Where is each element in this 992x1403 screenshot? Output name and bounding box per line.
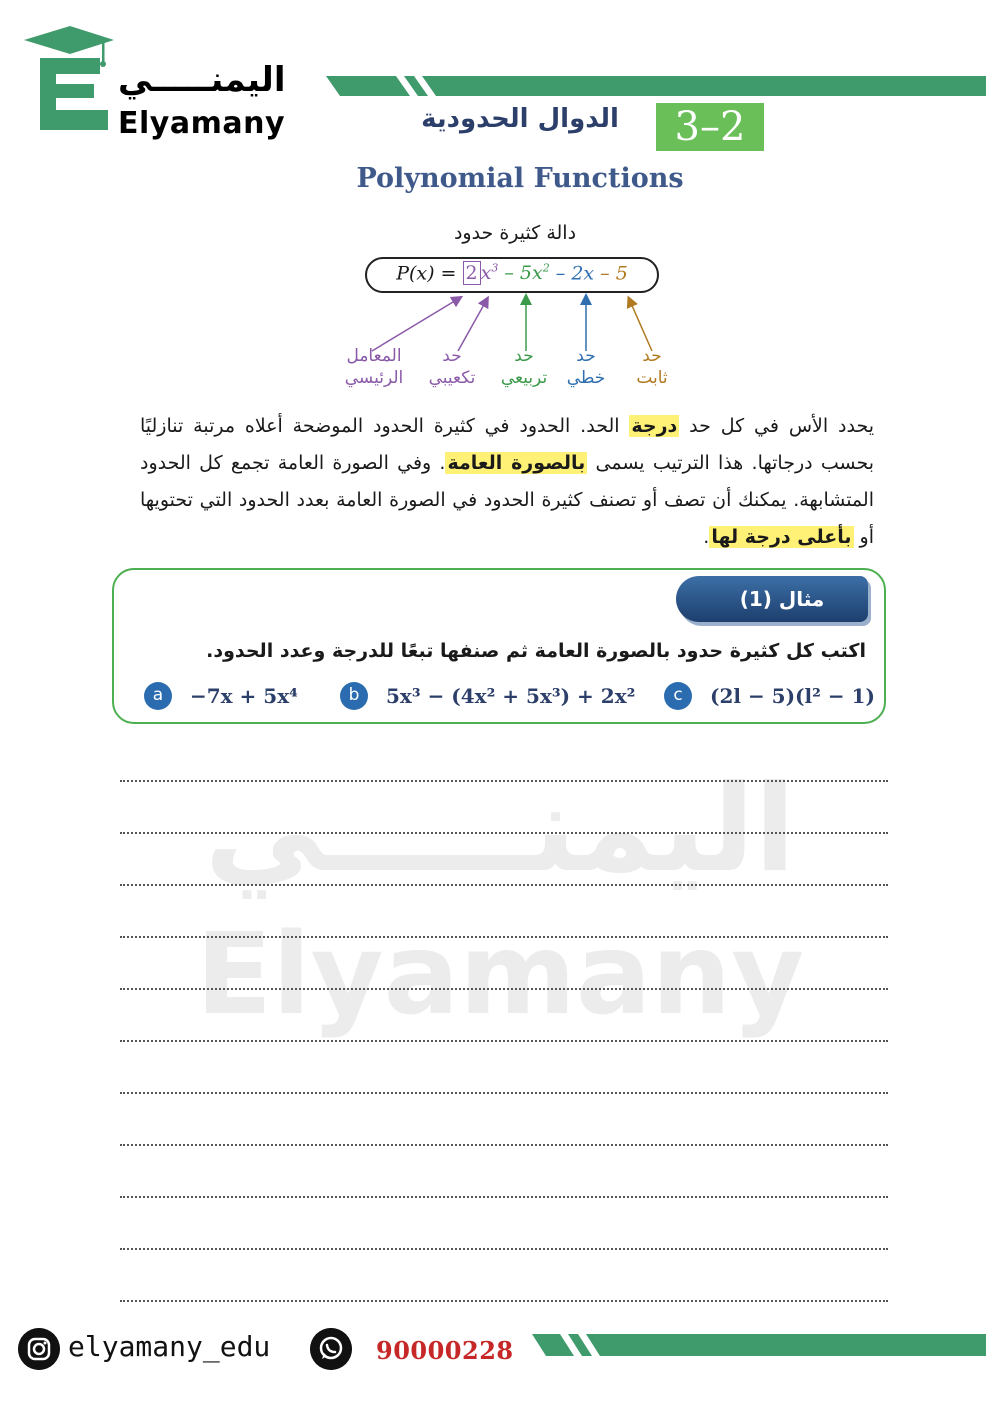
label-quadratic-term: حد تربيعي <box>500 346 548 388</box>
label-leading-coefficient: المعامل الرئيسي <box>344 346 404 388</box>
header-bar <box>326 76 986 96</box>
instagram-handle[interactable]: elyamany_edu <box>68 1330 271 1363</box>
answer-line[interactable] <box>120 1196 888 1198</box>
lesson-title-english: Polynomial Functions <box>356 163 684 194</box>
answer-line[interactable] <box>120 1144 888 1146</box>
label-constant-term: حد ثابت <box>636 346 668 388</box>
logo-arabic-text: اليمنـــــي <box>118 60 286 100</box>
lesson-title-arabic: الدوال الحدودية <box>421 104 619 134</box>
lesson-number: 3–2 <box>656 103 764 151</box>
answer-line[interactable] <box>120 1040 888 1042</box>
answer-line[interactable] <box>120 780 888 782</box>
phone-number[interactable]: 90000228 <box>376 1336 514 1365</box>
answer-line[interactable] <box>120 1248 888 1250</box>
graduation-cap-logo-icon <box>22 22 117 142</box>
label-linear-term: حد خطي <box>566 346 606 388</box>
answer-line[interactable] <box>120 832 888 834</box>
label-cubic-term: حد تكعيبي <box>428 346 476 388</box>
part-a-badge: a <box>144 682 172 710</box>
example-tag: مثال (1) <box>676 576 868 622</box>
part-c-badge: c <box>664 682 692 710</box>
part-a-expression: −7x + 5x⁴ <box>190 684 298 708</box>
part-b-badge: b <box>340 682 368 710</box>
polynomial-caption: دالة كثيرة حدود <box>453 222 577 244</box>
leading-coefficient: 2 <box>463 261 481 285</box>
highlight-highest-degree: بأعلى درجة لها <box>711 526 852 548</box>
example-instruction: اكتب كل كثيرة حدود بالصورة العامة ثم صنفها تبعًا للدرجة وعدد الحدود. <box>206 640 866 662</box>
answer-line[interactable] <box>120 884 888 886</box>
footer-bar <box>532 1334 986 1356</box>
highlight-standard-form: بالصورة العامة <box>447 452 586 474</box>
constant-term: – 5 <box>600 262 628 285</box>
answer-line[interactable] <box>120 988 888 990</box>
explanation-paragraph: يحدد الأس في كل حد درجة الحد. الحدود في كثيرة الحدود الموضحة أعلاه مرتبة تنازليًا بحسب درجاتها. هذا الترتيب يسمى بالصورة العامة. وفي الصورة العامة تجمع كل الحدود المتشابهة. يمكنك أن تصف أو تصنف كثيرة الحدود في الصورة العامة بعدد الحدود التي تحتويها أو بأعلى درجة لها. <box>140 415 874 548</box>
linear-term: – 2x <box>555 262 595 285</box>
answer-line[interactable] <box>120 1092 888 1094</box>
logo-english-text: Elyamany <box>118 106 285 141</box>
watermark-arabic: اليمنـــــي <box>204 760 796 899</box>
part-b-expression: 5x³ − (4x² + 5x³) + 2x² <box>386 684 636 708</box>
polynomial-expression <box>372 262 652 284</box>
instagram-icon[interactable] <box>18 1328 60 1370</box>
answer-line[interactable] <box>120 936 888 938</box>
watermark-english: Elyamany <box>195 910 805 1040</box>
highlight-degree: درجة <box>631 415 678 437</box>
quadratic-term: – $5x^2$ <box>504 262 550 285</box>
part-c-expression: (2l − 5)(l² − 1) <box>710 684 875 708</box>
answer-line[interactable] <box>120 1300 888 1302</box>
expr-lhs: P(x) = <box>396 262 457 285</box>
whatsapp-icon[interactable] <box>310 1328 352 1370</box>
cubic-term: $x^3$ <box>480 262 499 285</box>
